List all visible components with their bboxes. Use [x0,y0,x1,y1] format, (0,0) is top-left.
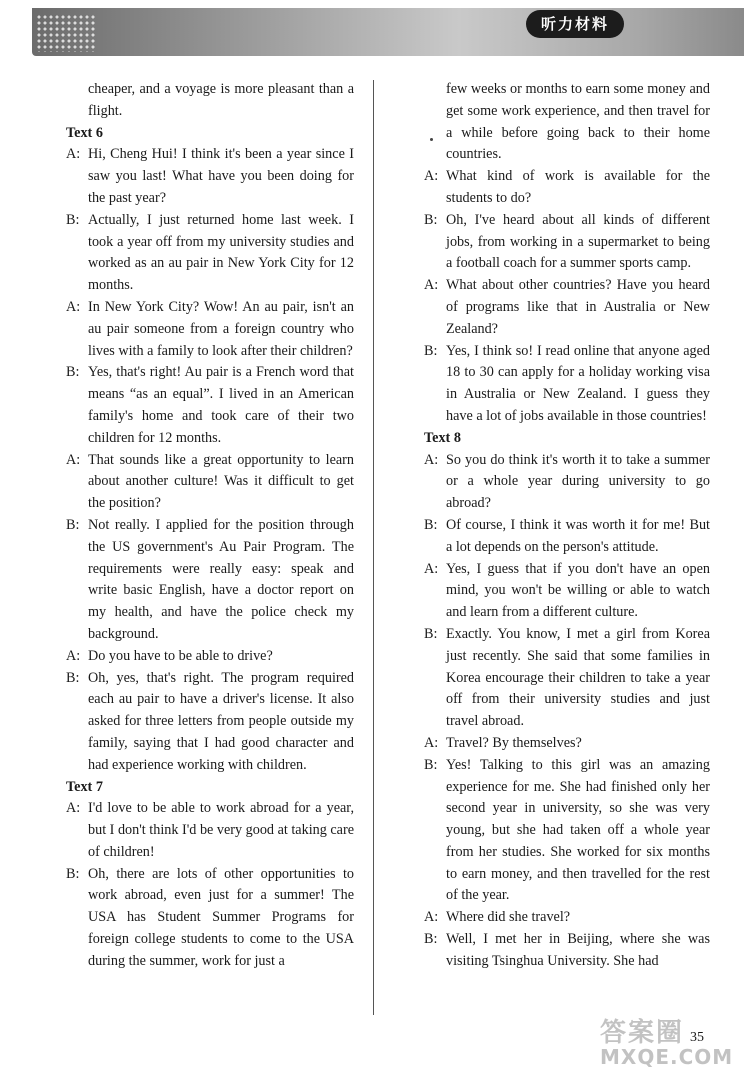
right-column [424,79,710,973]
dialogue-line [424,907,710,929]
dialogue-line [424,559,710,624]
dialogue-text: Well, I met her in Beijing, where she was visiting Tsinghua University. She had [446,931,710,969]
dialogue-line [424,624,710,733]
dialogue-text: Not really. I applied for the position through the US government's Au Pair Program. The requirements were really easy: speak and write basic English, have a doctor report on my health, and have the police check my background. [88,516,354,642]
speaker-label: A: [66,800,81,817]
dialogue-text: Exactly. You know, I met a girl from Korea just recently. She said that some families in Korea encourage their children to take a year off from their university studies and just travel abroad. [446,625,710,730]
dialogue-line [66,144,354,209]
section-tab-label: 听力材料 [526,10,624,38]
watermark-text-bottom: MXQE.COM [600,1045,734,1069]
speaker-label: A: [66,647,81,664]
dialogue-text: Yes! Talking to this girl was an amazing experience for me. She had finished only her second year in university, so she was very young, but she had taken off a whole year from her studies. She worked for six months to earn money, and then travelled for the rest of the year. [446,756,710,904]
speaker-label: B: [424,342,438,359]
speaker-label: A: [66,146,81,163]
speaker-label: B: [424,516,438,533]
speaker-label: B: [424,931,438,948]
dialogue-text: What kind of work is available for the students to do? [446,168,710,206]
dialogue-text: Actually, I just returned home last week. I took a year off from my university studies and worked as an au pair in New York City for 12 months. [88,211,354,294]
dialogue-text: Yes, that's right! Au pair is a French word that means “as an equal”. I lived in an American family's home and took care of their two children for 12 months. [88,364,354,446]
dialogue-line [424,210,710,275]
speaker-label: B: [424,625,438,642]
watermark-text-top: 答案圈 [600,1018,685,1048]
speaker-label: A: [424,909,439,926]
dialogue-text: Oh, yes, that's right. The program required each au pair to have a driver's license. It also asked for three letters from people outside my family, saying that I had good character and had experience working with children. [88,669,354,773]
dialogue-line [66,210,354,297]
dialogue-line [424,515,710,559]
dialogue-text: Yes, I think so! I read online that anyone aged 18 to 30 can apply for a holiday working visa in Australia or New Zealand. I guess they have a lot of jobs available in those countries! [446,342,710,424]
speaker-label: B: [66,211,80,228]
section-heading: Text 7 [66,778,103,795]
section-heading: Text 6 [66,124,103,141]
dialogue-text: Travel? By themselves? [446,734,582,751]
dialogue-line [66,297,354,362]
dialogue-line [66,362,354,449]
speaker-label: B: [424,211,438,228]
left-column [66,79,354,973]
dialogue-text: Do you have to be able to drive? [88,647,273,664]
dialogue-line [424,275,710,340]
dialogue-line [424,450,710,515]
dialogue-line [424,755,710,908]
dialogue-line [66,646,354,668]
speaker-label: A: [66,298,81,315]
speaker-label: A: [424,560,439,577]
dialogue-line [66,668,354,777]
speaker-label: B: [66,669,80,686]
watermark-logo [600,1012,734,1072]
speaker-label: A: [424,277,439,294]
section-heading: Text 8 [424,429,461,446]
column-divider [373,80,374,1015]
continued-text: few weeks or months to earn some money and get some work experience, and then travel for a while before going back to their home countries. [446,81,710,163]
header-dot-pattern [36,14,96,52]
speaker-label: A: [424,168,439,185]
dialogue-line [66,515,354,646]
dialogue-text: Hi, Cheng Hui! I think it's been a year since I saw you last! What have you been doing for the past year? [88,146,354,206]
continued-text: cheaper, and a voyage is more pleasant than a flight. [88,81,354,119]
dialogue-text: Yes, I guess that if you don't have an open mind, you won't be willing or able to watch and learn from a different culture. [446,560,710,621]
speaker-label: B: [66,516,80,533]
dialogue-line [424,341,710,428]
speaker-label: B: [424,756,438,773]
dialogue-line [66,450,354,515]
dialogue-line [424,166,710,210]
dialogue-text: In New York City? Wow! An au pair, isn't an au pair someone from a foreign country who lives with a family to look after their children? [88,298,354,359]
dialogue-text: What about other countries? Have you heard of programs like that in Australia or New Zealand? [446,277,710,337]
header-banner [32,8,744,56]
dialogue-line [424,733,710,755]
speaker-label: A: [424,734,439,751]
speaker-label: A: [66,451,81,468]
speaker-label: A: [424,451,439,468]
page-number: 35 [690,1030,704,1045]
dialogue-text: Oh, there are lots of other opportunities to work abroad, even just for a summer! The USA has Student Summer Programs for foreign college students to come to the USA during the summer, work for just a [88,865,354,969]
dialogue-text: Where did she travel? [446,909,571,926]
dialogue-line [66,798,354,863]
dialogue-text: Oh, I've heard about all kinds of different jobs, from working in a supermarket to being a football coach for a summer sports camp. [446,211,710,272]
dialogue-text: That sounds like a great opportunity to learn about another culture! Was it difficult to get the position? [88,451,354,512]
dialogue-text: So you do think it's worth it to take a summer or a whole year during university to go abroad? [446,451,710,512]
speaker-label: B: [66,364,80,381]
dialogue-line [424,929,710,973]
speaker-label: B: [66,865,80,882]
dialogue-text: I'd love to be able to work abroad for a year, but I don't think I'd be very good at taking care of children! [88,800,354,860]
dialogue-text: Of course, I think it was worth it for me! But a lot depends on the person's attitude. [446,516,710,555]
dialogue-line [66,864,354,973]
